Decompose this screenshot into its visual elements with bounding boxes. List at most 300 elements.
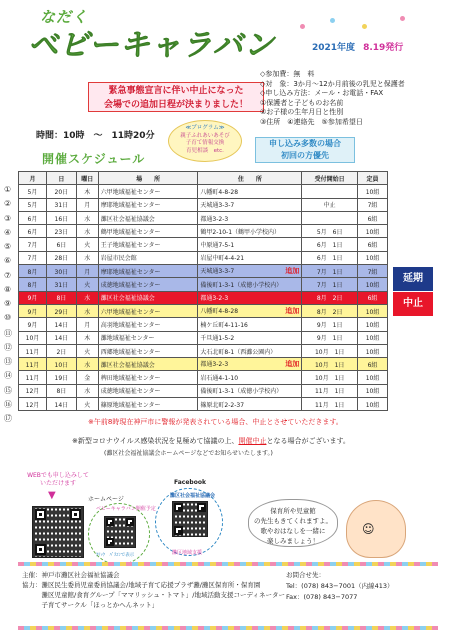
event-info [260, 70, 445, 128]
capacity-cell-text: 7組 [367, 268, 378, 276]
place-cell [98, 238, 198, 251]
capacity-cell-text: 10組 [365, 188, 380, 196]
day-cell [46, 358, 76, 371]
start-cell [302, 278, 358, 291]
address-cell-text: 都通3-2-3 [200, 361, 229, 369]
start-cell [302, 265, 358, 278]
address-cell [198, 384, 302, 397]
capacity-cell-text: 10組 [365, 308, 380, 316]
capacity-cell [358, 291, 388, 304]
start-cell-text: 8月 2日 [316, 308, 343, 316]
start-cell [302, 331, 358, 344]
issue-info [312, 40, 403, 53]
bunting-decoration [18, 562, 438, 566]
capacity-cell [358, 344, 388, 357]
day-cell-text: 29日 [54, 308, 69, 316]
facebook-qr-code[interactable] [172, 501, 208, 537]
row-number: ② [4, 199, 12, 209]
month-cell-text: 8月 [27, 282, 38, 290]
month-cell-text: 8月 [27, 268, 38, 276]
contact-title: お問合せ先： [286, 571, 325, 579]
start-cell-text: 11月 1日 [314, 401, 345, 409]
row-number: ③ [4, 213, 12, 223]
place-cell-text: 岩屋市民会館 [100, 255, 137, 263]
bubble-line: 歌やおはなしを一緒に [260, 527, 326, 535]
weekday-cell [76, 304, 98, 317]
address-cell-text: 八幡町4-8-28 [200, 188, 239, 196]
month-cell [19, 318, 47, 331]
month-cell-text: 11月 [25, 361, 40, 369]
child-illustration [346, 500, 406, 558]
program-line: 育児相談 etc. [186, 147, 224, 154]
month-cell-text: 5月 [27, 188, 38, 196]
weekday-cell [76, 291, 98, 304]
day-cell-text: 14日 [54, 401, 69, 409]
capacity-cell-text: 10組 [365, 388, 380, 396]
table-header-row [19, 172, 388, 185]
weekday-cell-text: 火 [84, 242, 91, 250]
info-line: ◇対 象：3か月〜12か月前後の乳児と保護者 [260, 79, 405, 88]
day-cell [46, 198, 76, 211]
address-cell-text: 岩石通4-1-10 [200, 375, 239, 383]
start-cell-text: 9月 1日 [316, 335, 343, 343]
start-cell [302, 398, 358, 411]
weekday-cell-text: 水 [84, 308, 91, 316]
day-cell [46, 318, 76, 331]
month-cell-text: 7月 [27, 255, 38, 263]
row-number: ⑧ [4, 284, 12, 294]
day-cell [46, 384, 76, 397]
start-cell [302, 318, 358, 331]
weekday-cell-text: 水 [84, 228, 91, 236]
capacity-cell-text: 10組 [365, 335, 380, 343]
day-cell-text: 16日 [54, 215, 69, 223]
place-cell-text: 灘地域福祉センター [100, 335, 155, 343]
capacity-cell-text: 10組 [365, 401, 380, 409]
weekday-cell [76, 251, 98, 264]
notice-line: 会場での追加日程が決まりました！ [103, 100, 248, 110]
place-cell [98, 304, 198, 317]
priority-line: 申し込み多数の場合 [269, 139, 341, 148]
weekday-cell-text: 火 [84, 401, 91, 409]
month-cell-text: 6月 [27, 215, 38, 223]
start-cell [302, 371, 358, 384]
capacity-cell [358, 265, 388, 278]
month-cell [19, 225, 47, 238]
address-cell [198, 304, 302, 317]
weekday-cell [76, 211, 98, 224]
place-cell [98, 278, 198, 291]
warning-note: ※午前8時現在神戸市に警報が発表されている場合、中止とさせていただきます。 [88, 418, 343, 426]
start-cell [302, 358, 358, 371]
address-cell-text: 備後町1-3-1（成徳小学校内） [200, 388, 283, 396]
start-cell-text: 5月 6日 [316, 228, 343, 236]
capacity-cell-text: 6組 [367, 242, 378, 250]
weekday-cell-text: 水 [84, 388, 91, 396]
place-cell [98, 185, 198, 198]
table-row [19, 318, 388, 331]
address-cell [198, 318, 302, 331]
covid-note-highlight: 開催中止 [238, 437, 267, 445]
month-cell [19, 185, 47, 198]
day-cell [46, 251, 76, 264]
row-number: ⑯ [4, 399, 12, 409]
notice-line: 緊急事態宣言に伴い中止になった [108, 86, 244, 96]
place-cell [98, 225, 198, 238]
weekday-cell [76, 358, 98, 371]
program-title: ≪プログラム≫ [185, 125, 225, 131]
month-cell [19, 344, 47, 357]
capacity-cell-text: 10組 [365, 348, 380, 356]
decoration-dot [362, 24, 367, 29]
added-label: 追加 [285, 307, 300, 316]
col-place: 場 所 [98, 172, 198, 185]
place-cell-text: 高羽地域福祉センター [100, 321, 161, 329]
day-cell [46, 278, 76, 291]
start-cell-text: 10月 1日 [314, 375, 345, 383]
row-number: ⑥ [4, 256, 12, 266]
row-number: ① [4, 185, 12, 194]
covid-note [72, 436, 350, 446]
place-cell [98, 358, 198, 371]
start-cell-text: 8月 2日 [316, 295, 343, 303]
place-cell-text: 六甲地域福祉センター [100, 308, 161, 316]
place-cell-text: 灘区社会福祉協議会 [100, 361, 155, 369]
program-line: 親子ふれあいあそび [180, 132, 230, 139]
month-cell-text: 9月 [27, 295, 38, 303]
start-cell-text: 中止 [323, 202, 336, 210]
start-cell [302, 211, 358, 224]
address-cell [198, 251, 302, 264]
place-cell [98, 291, 198, 304]
address-cell-text: 都通3-2-3 [200, 295, 229, 303]
day-cell [46, 238, 76, 251]
weekday-cell-text: 水 [84, 361, 91, 369]
homepage-hint: ｸﾘｯｸ ﾊﾟｽｺﾝで表示 [96, 553, 135, 558]
address-cell-text: 楠ケ丘町4-11-16 [200, 321, 248, 329]
homepage-qr-code[interactable] [104, 516, 136, 548]
organizers [22, 570, 285, 610]
priority-line: 初回の方優先 [281, 151, 329, 160]
capacity-cell [358, 384, 388, 397]
start-cell [302, 225, 358, 238]
postponed-tag: 延期 [393, 267, 433, 291]
day-cell [46, 225, 76, 238]
place-cell-text: 六甲地域福祉センター [100, 188, 161, 196]
month-cell-text: 11月 [25, 348, 40, 356]
cooperators: 協力：灘区民生委員児童委員協議会/地域子育て応援プラザ灘/灘区保育所・保育園 [22, 581, 261, 589]
capacity-cell [358, 251, 388, 264]
month-cell-text: 5月 [27, 202, 38, 210]
month-cell-text: 10月 [25, 335, 40, 343]
place-cell [98, 331, 198, 344]
weekday-cell [76, 238, 98, 251]
fiscal-year: 2021年度 [312, 43, 356, 53]
facebook-bottom-text: 灘区地域支援 [172, 550, 203, 556]
added-label: 追加 [285, 360, 300, 369]
capacity-cell-text: 10組 [365, 255, 380, 263]
weekday-cell [76, 331, 98, 344]
table-row [19, 251, 388, 264]
table-row [19, 225, 388, 238]
capacity-cell-text: 10組 [365, 282, 380, 290]
address-cell [198, 238, 302, 251]
phone-number[interactable]: Tel：(078) 843−7001（内線413） [286, 582, 394, 590]
address-cell-text: 篠原北町2-2-37 [200, 401, 245, 409]
subtitle: なだく [40, 8, 89, 26]
row-number: ⑪ [4, 328, 12, 338]
capacity-cell-text: 6組 [367, 295, 378, 303]
table-row [19, 371, 388, 384]
month-cell [19, 251, 47, 264]
weekday-cell-text: 火 [84, 282, 91, 290]
month-cell [19, 211, 47, 224]
page-title: ベビーキャラバン [28, 28, 275, 63]
place-cell [98, 318, 198, 331]
place-cell [98, 211, 198, 224]
capacity-cell-text: 6組 [367, 361, 378, 369]
start-cell [302, 304, 358, 317]
speech-bubble [248, 499, 338, 547]
table-row [19, 331, 388, 344]
table-row [19, 398, 388, 411]
info-line: ③住所 ④連絡先 ⑤参加希望日 [260, 117, 363, 126]
covid-note-c: となる場合がございます。 [266, 437, 350, 445]
row-number: ⑤ [4, 242, 12, 251]
cooperators: 子育てサークル「ほっとかへんネット」 [22, 601, 159, 609]
day-cell [46, 398, 76, 411]
row-number: ⑭ [4, 371, 12, 381]
weekday-cell-text: 水 [84, 295, 91, 303]
fax-number: Fax：(078) 843−7077 [286, 593, 358, 601]
place-cell-text: 摩耶地域福祉センター [100, 268, 161, 276]
start-cell [302, 198, 358, 211]
col-start: 受付開始日 [302, 172, 358, 185]
month-cell [19, 398, 47, 411]
place-cell-text: 摩耶地域福祉センター [100, 202, 161, 210]
address-cell-text: 備後町1-3-1（成徳小学校内） [200, 282, 283, 290]
weekday-cell [76, 198, 98, 211]
day-cell [46, 265, 76, 278]
weekday-cell-text: 月 [84, 202, 91, 210]
start-cell [302, 185, 358, 198]
weekday-cell-text: 火 [84, 348, 91, 356]
issue-date: 8.19発行 [363, 43, 404, 53]
day-cell [46, 371, 76, 384]
row-number: ⑰ [4, 414, 12, 423]
col-weekday: 曜日 [76, 172, 98, 185]
cancellation-notice [88, 82, 264, 112]
weekday-cell [76, 344, 98, 357]
weekday-cell [76, 318, 98, 331]
month-cell-text: 12月 [25, 401, 40, 409]
row-number: ⑦ [4, 270, 12, 280]
weekday-cell-text: 金 [84, 375, 91, 383]
address-cell-text: 大石北町8-1（西灘公園内） [200, 348, 277, 356]
month-cell [19, 384, 47, 397]
month-cell [19, 331, 47, 344]
place-cell-text: 稗田地域福祉センター [100, 375, 161, 383]
cancelled-tag: 中止 [393, 292, 433, 316]
capacity-cell-text: 10組 [365, 321, 380, 329]
place-cell [98, 384, 198, 397]
weekday-cell [76, 265, 98, 278]
table-row [19, 211, 388, 224]
capacity-cell [358, 211, 388, 224]
bubble-line: 保育所や児童館 [270, 507, 316, 515]
address-cell [198, 185, 302, 198]
decoration-dot [400, 16, 405, 21]
address-cell [198, 358, 302, 371]
info-line: ②お子様の生年月日と性別 [260, 108, 344, 117]
weekday-cell-text: 月 [84, 268, 91, 276]
day-cell-text: 31日 [54, 282, 69, 290]
place-cell-text: 成徳地域福祉センター [100, 282, 161, 290]
table-row [19, 238, 388, 251]
address-cell [198, 371, 302, 384]
capacity-cell-text: 10組 [365, 375, 380, 383]
info-line: ◇参加費：無 料 [260, 70, 315, 78]
decoration-dot [330, 18, 335, 23]
facebook-top-text: 灘区社会福祉協議会 [170, 493, 216, 499]
place-cell-text: 王子地域福祉センター [100, 242, 161, 250]
day-cell-text: 19日 [54, 375, 69, 383]
place-cell-text: 篠原地域福祉センター [100, 401, 161, 409]
capacity-cell [358, 398, 388, 411]
table-row [19, 304, 388, 317]
table-row [19, 358, 388, 371]
address-cell-text: 天城通3-3-7 [200, 202, 235, 210]
weekday-cell [76, 371, 98, 384]
capacity-cell [358, 198, 388, 211]
weekday-cell [76, 398, 98, 411]
day-cell-text: 30日 [54, 268, 69, 276]
info-line: ①保護者と子どものお名前 [260, 98, 344, 107]
col-month: 月 [19, 172, 47, 185]
day-cell-text: 6日 [56, 242, 67, 250]
weekday-cell [76, 225, 98, 238]
schedule-title: 開催スケジュール [42, 152, 146, 166]
info-line: ◇申し込み方法：メール・お電話・FAX [260, 89, 384, 98]
web-label-line: いただけます [39, 480, 76, 487]
weekday-cell-text: 水 [84, 215, 91, 223]
row-number: ④ [4, 227, 12, 237]
capacity-cell [358, 225, 388, 238]
start-cell-text: 7月 1日 [316, 268, 343, 276]
place-cell [98, 398, 198, 411]
decoration-dot [300, 24, 305, 29]
arrow-down-icon: ▼ [48, 490, 56, 501]
row-number: ⑮ [4, 385, 12, 395]
table-row [19, 291, 388, 304]
place-cell-text: 成徳地域福祉センター [100, 388, 161, 396]
weekday-cell-text: 水 [84, 255, 91, 263]
table-row [19, 198, 388, 211]
address-cell-text: 鶴甲2-10-1（鶴甲小学校内） [200, 228, 281, 236]
month-cell-text: 7月 [27, 242, 38, 250]
weekday-cell [76, 185, 98, 198]
start-cell [302, 344, 358, 357]
start-cell [302, 251, 358, 264]
month-cell [19, 278, 47, 291]
facebook-label: Facebook [174, 479, 206, 486]
bubble-line: の先生もきてくれますよ。 [254, 517, 332, 525]
start-cell-text: 10月 1日 [314, 348, 345, 356]
place-cell-text: 灘区社会福祉協議会 [100, 295, 155, 303]
day-cell-text: 14日 [54, 321, 69, 329]
capacity-cell [358, 371, 388, 384]
start-cell [302, 291, 358, 304]
day-cell [46, 331, 76, 344]
month-cell-text: 9月 [27, 321, 38, 329]
day-cell-text: 28日 [54, 255, 69, 263]
place-cell-text: 灘区社会福祉協議会 [100, 215, 155, 223]
address-cell-text: 千旦通1-5-2 [200, 335, 235, 343]
capacity-cell [358, 238, 388, 251]
place-cell [98, 198, 198, 211]
weekday-cell [76, 278, 98, 291]
table-row [19, 265, 388, 278]
address-cell [198, 291, 302, 304]
month-cell [19, 265, 47, 278]
day-cell [46, 304, 76, 317]
start-cell-text: 6月 1日 [316, 255, 343, 263]
day-cell-text: 8日 [56, 295, 67, 303]
program-bubble [168, 120, 242, 162]
start-cell-text: 9月 1日 [316, 321, 343, 329]
priority-notice [255, 137, 355, 163]
weekday-cell-text: 木 [84, 188, 91, 196]
start-cell-text: 7月 1日 [316, 282, 343, 290]
address-cell-text: 岩屋中町4-4-21 [200, 255, 245, 263]
month-cell [19, 304, 47, 317]
web-qr-code[interactable] [32, 506, 84, 558]
address-cell-text: 中原通7-5-1 [200, 242, 235, 250]
place-cell [98, 251, 198, 264]
month-cell [19, 291, 47, 304]
start-cell-text: 11月 1日 [314, 388, 345, 396]
time-range: 時間：10時 〜 11時20分 [36, 131, 155, 141]
col-day: 日 [46, 172, 76, 185]
program-line: 子育て情報交換 [185, 140, 225, 146]
day-cell-text: 2日 [56, 348, 67, 356]
row-number: ⑩ [4, 313, 12, 323]
day-cell [46, 344, 76, 357]
weekday-cell-text: 木 [84, 335, 91, 343]
place-cell-text: 西郷地域福祉センター [100, 348, 161, 356]
added-label: 追加 [285, 267, 300, 276]
bunting-decoration [18, 626, 438, 630]
table-row [19, 384, 388, 397]
place-cell [98, 371, 198, 384]
table-row [19, 278, 388, 291]
address-cell [198, 278, 302, 291]
col-capacity: 定員 [358, 172, 388, 185]
website-note: (灘区社会福祉協議会ホームページなどでお知らせいたします。) [104, 450, 273, 457]
day-cell [46, 185, 76, 198]
capacity-cell-text: 6組 [367, 215, 378, 223]
capacity-cell [358, 304, 388, 317]
start-cell [302, 238, 358, 251]
address-cell [198, 225, 302, 238]
place-cell [98, 265, 198, 278]
bubble-line: 楽しみましょう！ [267, 537, 319, 545]
capacity-cell [358, 358, 388, 371]
month-cell-text: 12月 [25, 388, 40, 396]
host: 主催：神戸市灘区社会福祉協議会 [22, 571, 120, 579]
day-cell [46, 291, 76, 304]
day-cell [46, 211, 76, 224]
